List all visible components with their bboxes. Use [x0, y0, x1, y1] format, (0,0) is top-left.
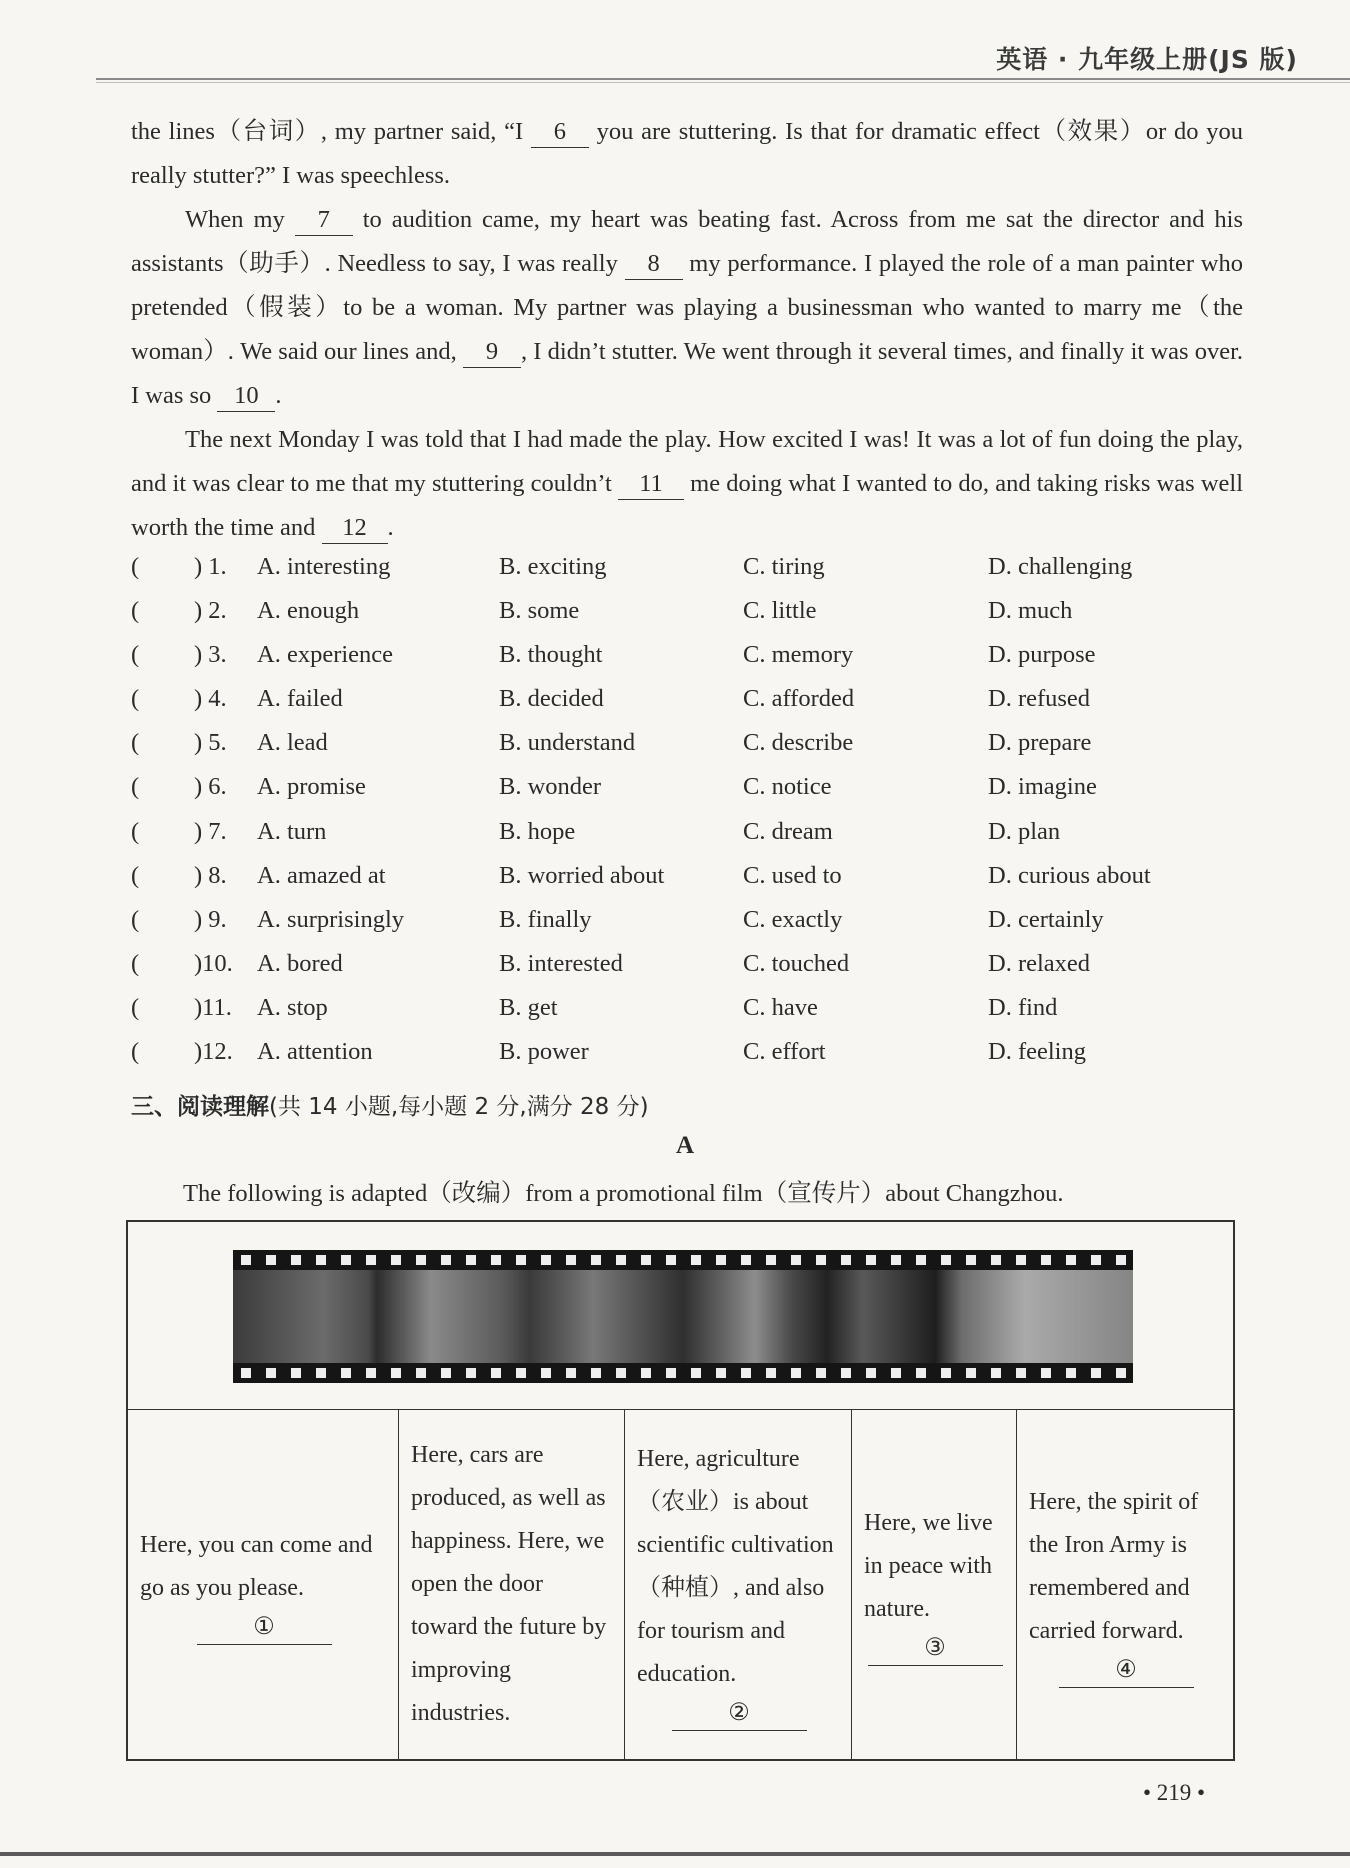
- question-number: ) 8.: [194, 861, 227, 889]
- text-run: to audition came, my heart was beating fast. Across from me sat the director and his assistants（助手）. Needless to say, I was really: [131, 206, 1244, 277]
- answer-paren: (: [131, 553, 140, 580]
- paragraph-1: [131, 110, 1243, 198]
- choice-row-3: [131, 641, 1281, 685]
- choices-list: [131, 553, 1281, 1082]
- option-d: D. prepare: [988, 729, 1092, 757]
- option-c: C. effort: [743, 1038, 826, 1066]
- promo-cell-3: [625, 1409, 852, 1759]
- option-d: D. challenging: [988, 553, 1133, 580]
- header-rule-thin: [96, 82, 1350, 83]
- blank-12: 12: [322, 513, 388, 544]
- blank-8: 8: [625, 249, 683, 280]
- text-run: me doing what I wanted to do, and taking risks was well worth the time and: [131, 470, 1243, 541]
- question-number: ) 5.: [194, 729, 227, 757]
- option-d: D. much: [988, 597, 1073, 625]
- answer-blank-3: ③: [868, 1631, 1003, 1666]
- header-rule: [96, 78, 1350, 80]
- answer-paren: (: [131, 817, 140, 845]
- option-d: D. find: [988, 993, 1058, 1021]
- paragraph-3: [131, 418, 1243, 550]
- promo-cell-text: Here, agriculture（农业）is about scientific cultivation（种植）, and also for tourism and education.: [637, 1445, 834, 1687]
- option-b: B. finally: [499, 905, 592, 933]
- answer-blank-1: ①: [197, 1610, 332, 1645]
- option-a: A. bored: [257, 949, 343, 977]
- option-d: D. imagine: [988, 773, 1097, 801]
- answer-paren: (: [131, 861, 140, 889]
- option-c: C. dream: [743, 817, 833, 845]
- film-strip-row: [128, 1222, 1233, 1410]
- option-d: D. certainly: [988, 905, 1104, 933]
- passage-intro: The following is adapted（改编）from a promotional film（宣传片）about Changzhou.: [183, 1180, 1064, 1207]
- option-c: C. notice: [743, 773, 832, 801]
- option-c: C. exactly: [743, 905, 843, 933]
- promo-cell-5: [1017, 1409, 1233, 1759]
- option-a: A. surprisingly: [257, 905, 404, 933]
- option-d: D. plan: [988, 817, 1061, 845]
- choice-row-4: [131, 685, 1281, 729]
- section-heading-title: 三、阅读理解: [131, 1094, 269, 1120]
- option-b: B. exciting: [499, 553, 607, 580]
- option-d: D. refused: [988, 685, 1091, 713]
- choice-row-6: [131, 773, 1281, 817]
- text-run: .: [275, 382, 282, 409]
- question-number: ) 9.: [194, 905, 227, 933]
- section-heading-scoring: (共 14 小题,每小题 2 分,满分 28 分): [269, 1094, 649, 1120]
- option-b: B. understand: [499, 729, 636, 757]
- question-number: )10.: [194, 949, 233, 977]
- choice-row-9: [131, 906, 1281, 950]
- question-number: ) 2.: [194, 597, 227, 625]
- answer-paren: (: [131, 641, 140, 669]
- option-c: C. little: [743, 597, 817, 625]
- option-c: C. have: [743, 993, 818, 1021]
- option-b: B. wonder: [499, 773, 602, 801]
- question-number: ) 1.: [194, 553, 227, 580]
- blank-9: 9: [463, 337, 521, 368]
- paragraph-2: [131, 198, 1243, 418]
- answer-paren: (: [131, 1038, 140, 1066]
- film-sprockets-top: [233, 1250, 1133, 1270]
- option-b: B. some: [499, 597, 580, 625]
- option-a: A. turn: [257, 817, 327, 845]
- question-number: )12.: [194, 1038, 233, 1066]
- choice-row-7: [131, 818, 1281, 862]
- option-c: C. memory: [743, 641, 854, 669]
- option-b: B. hope: [499, 817, 576, 845]
- blank-10: 10: [217, 381, 275, 412]
- blank-6: 6: [531, 117, 589, 148]
- choice-row-10: [131, 950, 1281, 994]
- page-bottom-edge: [0, 1852, 1350, 1856]
- text-run: the lines（台词）, my partner said, “I: [131, 118, 524, 145]
- choice-row-11: [131, 994, 1281, 1038]
- option-c: C. describe: [743, 729, 854, 757]
- question-number: ) 6.: [194, 773, 227, 801]
- cloze-passage: [131, 110, 1243, 550]
- option-d: D. feeling: [988, 1038, 1086, 1066]
- choice-row-5: [131, 729, 1281, 773]
- text-run: , I didn’t stutter. We went through it several times, and finally it was over. I was so: [131, 338, 1244, 409]
- section-heading: [131, 1088, 649, 1121]
- promo-cell-text: Here, cars are produced, as well as happiness. Here, we open the door toward the future by improving industries.: [411, 1441, 607, 1726]
- choice-row-1: [131, 553, 1281, 597]
- promo-text-cells: [128, 1409, 1233, 1759]
- choice-row-12: [131, 1038, 1281, 1082]
- promo-cell-text: Here, the spirit of the Iron Army is remembered and carried forward.: [1029, 1488, 1199, 1644]
- answer-paren: (: [131, 949, 140, 977]
- option-b: B. get: [499, 993, 558, 1021]
- choice-row-2: [131, 597, 1281, 641]
- answer-blank-4: ④: [1059, 1653, 1194, 1688]
- answer-paren: (: [131, 729, 140, 757]
- promo-cell-2: [399, 1409, 625, 1759]
- option-a: A. promise: [257, 773, 366, 801]
- text-run: you are stuttering. Is that for dramatic effect（效果）or do you really stutter?” I was speechless.: [131, 118, 1243, 189]
- option-a: A. interesting: [257, 553, 391, 580]
- passage-label: A: [675, 1132, 695, 1159]
- page-number: • 219 •: [1143, 1780, 1206, 1805]
- choice-row-8: [131, 862, 1281, 906]
- option-b: B. thought: [499, 641, 603, 669]
- option-b: B. power: [499, 1038, 589, 1066]
- text-run: .: [387, 514, 394, 541]
- option-a: A. amazed at: [257, 861, 386, 889]
- promo-film-table: [126, 1220, 1235, 1761]
- option-a: A. experience: [257, 641, 394, 669]
- blank-7: 7: [295, 205, 353, 236]
- question-number: ) 7.: [194, 817, 227, 845]
- option-d: D. relaxed: [988, 949, 1091, 977]
- film-strip-image: [233, 1250, 1133, 1383]
- option-a: A. lead: [257, 729, 328, 757]
- promo-cell-text: Here, we live in peace with nature.: [864, 1510, 993, 1622]
- option-a: A. enough: [257, 597, 360, 625]
- text-run: When my: [185, 206, 285, 233]
- answer-paren: (: [131, 597, 140, 625]
- answer-paren: (: [131, 993, 140, 1021]
- option-b: B. worried about: [499, 861, 665, 889]
- option-a: A. stop: [257, 993, 328, 1021]
- option-c: C. used to: [743, 861, 842, 889]
- option-c: C. afforded: [743, 685, 855, 713]
- question-number: ) 4.: [194, 685, 227, 713]
- promo-cell-text: Here, you can come and go as you please.: [140, 1531, 373, 1601]
- answer-blank-2: ②: [672, 1696, 807, 1731]
- option-b: B. interested: [499, 949, 623, 977]
- answer-paren: (: [131, 905, 140, 933]
- blank-11: 11: [618, 469, 684, 500]
- promo-cell-4: [852, 1409, 1017, 1759]
- option-b: B. decided: [499, 685, 604, 713]
- option-a: A. failed: [257, 685, 343, 713]
- option-d: D. purpose: [988, 641, 1096, 669]
- promo-cell-1: [128, 1409, 399, 1759]
- option-d: D. curious about: [988, 861, 1151, 889]
- option-a: A. attention: [257, 1038, 373, 1066]
- question-number: )11.: [194, 993, 232, 1021]
- text-run: my performance. I played the role of a man painter who pretended（假装）to be a woman. My partner was playing a businessman who wanted to marry me（the woman）. We said our lines and,: [131, 250, 1243, 365]
- answer-paren: (: [131, 685, 140, 713]
- text-run: The next Monday I was told that I had made the play. How excited I was! It was a lot of fun doing the play, and it was clear to me that my stuttering couldn’t: [131, 426, 1243, 497]
- option-c: C. touched: [743, 949, 850, 977]
- book-header-title: 英语 · 九年级上册(JS 版): [996, 45, 1298, 74]
- film-sprockets-bottom: [233, 1363, 1133, 1383]
- question-number: ) 3.: [194, 641, 227, 669]
- answer-paren: (: [131, 773, 140, 801]
- option-c: C. tiring: [743, 553, 825, 580]
